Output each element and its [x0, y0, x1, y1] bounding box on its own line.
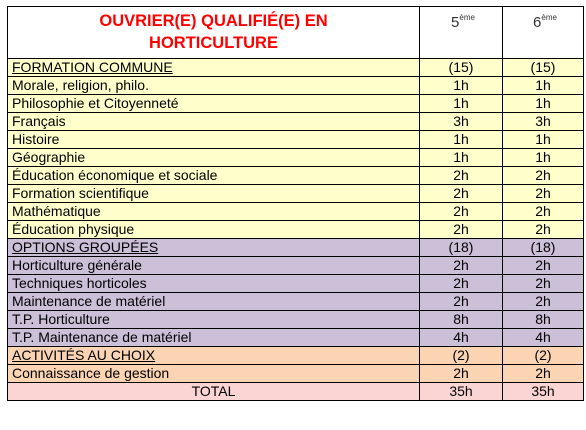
hours-6: 1h — [503, 77, 584, 95]
course-label: Mathématique — [8, 203, 420, 221]
table-row — [8, 311, 584, 329]
hours-5: 1h — [420, 131, 503, 149]
table-row — [8, 167, 584, 185]
hours-5: 2h — [420, 203, 503, 221]
hours-6: 8h — [503, 311, 584, 329]
table-row — [8, 95, 584, 113]
hours-5: 2h — [420, 293, 503, 311]
hours-5: (18) — [420, 239, 503, 257]
section-label: ACTIVITÉS AU CHOIX — [8, 347, 420, 365]
grade-5-header — [420, 7, 503, 59]
course-label: Éducation économique et sociale — [8, 167, 420, 185]
hours-5: (15) — [420, 59, 503, 77]
title-line-1: OUVRIER(E) QUALIFIÉ(E) EN — [99, 12, 328, 30]
grade-5-number: 5 — [451, 14, 460, 31]
hours-5: 4h — [420, 329, 503, 347]
hours-6: 2h — [503, 167, 584, 185]
table-row — [8, 329, 584, 347]
course-label: Horticulture générale — [8, 257, 420, 275]
hours-5: 2h — [420, 365, 503, 383]
hours-6: (15) — [503, 59, 584, 77]
table-row — [8, 221, 584, 239]
course-label: Morale, religion, philo. — [8, 77, 420, 95]
hours-5: 1h — [420, 149, 503, 167]
hours-6: 2h — [503, 257, 584, 275]
hours-6: 1h — [503, 95, 584, 113]
course-label: T.P. Maintenance de matériel — [8, 329, 420, 347]
hours-5: 1h — [420, 77, 503, 95]
hours-6: (18) — [503, 239, 584, 257]
title-line-2: HORTICULTURE — [149, 34, 278, 52]
hours-5: (2) — [420, 347, 503, 365]
hours-6: 2h — [503, 185, 584, 203]
grade-5-suffix: ème — [459, 13, 475, 22]
hours-6: 2h — [503, 365, 584, 383]
hours-6: 2h — [503, 293, 584, 311]
course-label: Maintenance de matériel — [8, 293, 420, 311]
total-hours-5: 35h — [420, 383, 503, 401]
hours-5: 2h — [420, 221, 503, 239]
section-row-formation-commune — [8, 59, 584, 77]
grade-6-suffix: ème — [541, 13, 557, 22]
table-row — [8, 365, 584, 383]
header-row — [8, 7, 584, 59]
hours-5: 2h — [420, 185, 503, 203]
table-row — [8, 77, 584, 95]
course-label: Philosophie et Citoyenneté — [8, 95, 420, 113]
section-row-activites-au-choix — [8, 347, 584, 365]
course-label: Formation scientifique — [8, 185, 420, 203]
section-row-options-groupees — [8, 239, 584, 257]
total-label: TOTAL — [8, 383, 420, 401]
course-label: Géographie — [8, 149, 420, 167]
table-row — [8, 293, 584, 311]
hours-6: 2h — [503, 275, 584, 293]
table-row — [8, 275, 584, 293]
hours-5: 3h — [420, 113, 503, 131]
hours-6: 1h — [503, 149, 584, 167]
hours-5: 8h — [420, 311, 503, 329]
table-row — [8, 203, 584, 221]
total-hours-6: 35h — [503, 383, 584, 401]
hours-6: 2h — [503, 221, 584, 239]
hours-6: (2) — [503, 347, 584, 365]
section-label: OPTIONS GROUPÉES — [8, 239, 420, 257]
hours-6: 2h — [503, 203, 584, 221]
grade-6-header — [503, 7, 584, 59]
curriculum-sheet — [7, 6, 583, 424]
table-row — [8, 149, 584, 167]
table-title — [8, 7, 420, 59]
hours-6: 4h — [503, 329, 584, 347]
hours-5: 2h — [420, 167, 503, 185]
table-row — [8, 113, 584, 131]
hours-5: 2h — [420, 275, 503, 293]
total-row — [8, 383, 584, 401]
course-label: Français — [8, 113, 420, 131]
hours-6: 3h — [503, 113, 584, 131]
course-label: Histoire — [8, 131, 420, 149]
table-row — [8, 257, 584, 275]
table-row — [8, 185, 584, 203]
course-label: T.P. Horticulture — [8, 311, 420, 329]
curriculum-table — [7, 6, 584, 401]
hours-6: 1h — [503, 131, 584, 149]
course-label: Éducation physique — [8, 221, 420, 239]
section-label: FORMATION COMMUNE — [8, 59, 420, 77]
grade-6-number: 6 — [533, 14, 542, 31]
table-row — [8, 131, 584, 149]
hours-5: 2h — [420, 257, 503, 275]
hours-5: 1h — [420, 95, 503, 113]
course-label: Techniques horticoles — [8, 275, 420, 293]
course-label: Connaissance de gestion — [8, 365, 420, 383]
